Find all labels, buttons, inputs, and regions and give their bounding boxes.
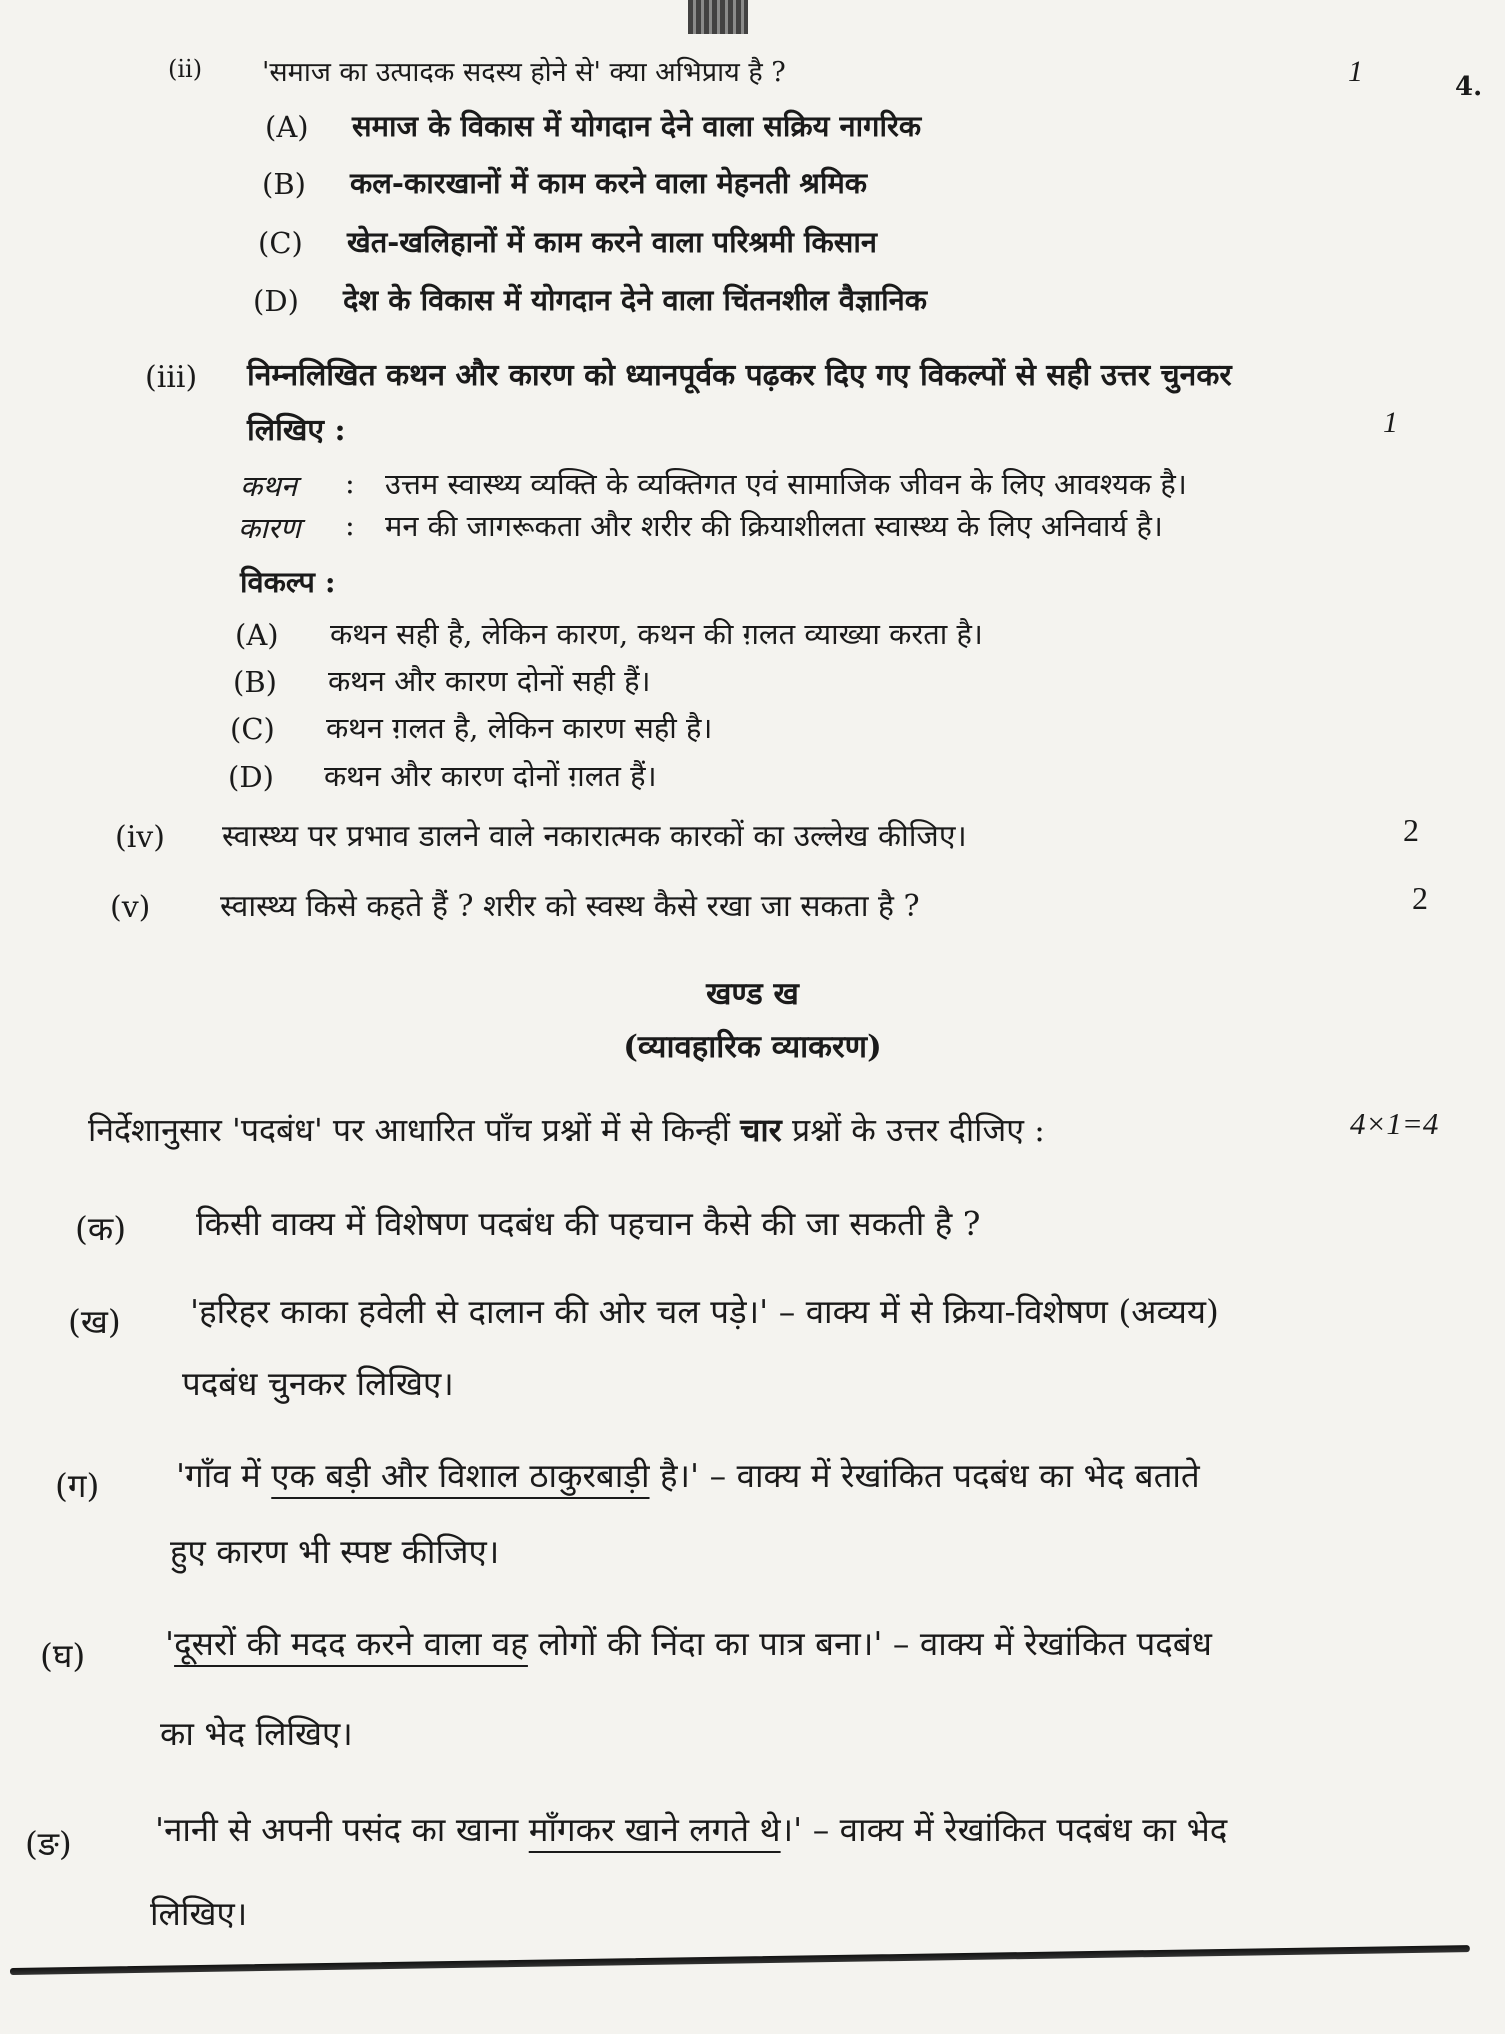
- q-iii-option-c-label: (C): [230, 712, 275, 746]
- bottom-rule-divider: [10, 1945, 1470, 1975]
- question-gha-post: लोगों की निंदा का पात्र बना।' – वाक्य में रेखांकित पदबंध: [527, 1624, 1212, 1663]
- question-gha-underlined: दूसरों की मदद करने वाला वह: [174, 1624, 528, 1663]
- question-ga-pre: 'गाँव में: [176, 1456, 272, 1495]
- reason-text: मन की जागरूकता और शरीर की क्रियाशीलता स्वास्थ्य के लिए अनिवार्य है।: [385, 509, 1163, 543]
- section-title: खण्ड ख: [706, 976, 799, 1012]
- question-gha-number: (घ): [40, 1636, 86, 1675]
- question-v-marks: 2: [1412, 880, 1428, 916]
- q-iii-option-a-label: (A): [235, 618, 279, 652]
- question-kha-line2: पदबंध चुनकर लिखिए।: [182, 1364, 454, 1403]
- question-kha-line1: 'हरिहर काका हवेली से दालान की ओर चल पड़े।' – वाक्य में से क्रिया-विशेषण (अव्यय): [190, 1292, 1219, 1331]
- q-iii-option-d-label: (D): [228, 760, 274, 794]
- question-gha-line1: [165, 1620, 1212, 1665]
- question-gha-pre: ': [165, 1624, 175, 1663]
- instruction-text-before: निर्देशानुसार 'पदबंध' पर आधारित पाँच प्रश्नों में से किन्हीं: [88, 1111, 741, 1149]
- options-heading: विकल्प :: [240, 565, 336, 599]
- q-iii-option-a-text: कथन सही है, लेकिन कारण, कथन की ग़लत व्याख्या करता है।: [330, 617, 983, 651]
- reason-label: कारण: [238, 511, 301, 545]
- question-iii-text-line2: लिखिए :: [247, 413, 346, 448]
- question-nga-underlined: माँगकर खाने लगते थे: [528, 1810, 781, 1849]
- question-ga-line2: हुए कारण भी स्पष्ट कीजिए।: [170, 1532, 500, 1571]
- question-kha-number: (ख): [68, 1302, 121, 1341]
- q-ii-option-d-label: (D): [253, 284, 299, 318]
- instruction-marks: 4×1=4: [1350, 1106, 1439, 1141]
- q-iii-option-b-text: कथन और कारण दोनों सही हैं।: [328, 664, 651, 698]
- reason-separator: :: [345, 508, 355, 542]
- question-ga-post: है।' – वाक्य में रेखांकित पदबंध का भेद बताते: [649, 1456, 1200, 1495]
- statement-text: उत्तम स्वास्थ्य व्यक्ति के व्यक्तिगत एवं सामाजिक जीवन के लिए आवश्यक है।: [385, 467, 1187, 501]
- page-number: 4.: [1455, 72, 1483, 102]
- instruction-text: [88, 1108, 1045, 1151]
- question-nga-line2: लिखिए।: [150, 1894, 248, 1933]
- question-iv-number: (iv): [115, 820, 165, 855]
- q-iii-option-c-text: कथन ग़लत है, लेकिन कारण सही है।: [326, 711, 713, 745]
- instruction-text-bold: चार: [740, 1111, 782, 1149]
- q-ii-option-b-label: (B): [262, 167, 306, 201]
- question-gha-line2: का भेद लिखिए।: [160, 1714, 353, 1753]
- q-ii-option-c-text: खेत-खलिहानों में काम करने वाला परिश्रमी किसान: [347, 225, 878, 259]
- question-iii-number: (iii): [145, 360, 198, 395]
- question-iii-text-line1: निम्नलिखित कथन और कारण को ध्यानपूर्वक पढ़कर दिए गए विकल्पों से सही उत्तर चुनकर: [247, 358, 1232, 393]
- q-iii-option-b-label: (B): [233, 665, 277, 699]
- question-ii-number: (ii): [168, 55, 203, 83]
- question-iv-text: स्वास्थ्य पर प्रभाव डालने वाले नकारात्मक कारकों का उल्लेख कीजिए।: [222, 819, 967, 854]
- statement-separator: :: [345, 466, 355, 500]
- question-iii-marks: 1: [1383, 406, 1398, 439]
- question-iv-marks: 2: [1403, 812, 1419, 848]
- q-ii-option-a-label: (A): [265, 110, 309, 144]
- instruction-text-after: प्रश्नों के उत्तर दीजिए :: [781, 1111, 1045, 1149]
- q-ii-option-c-label: (C): [258, 226, 303, 260]
- question-nga-number: (ङ): [25, 1824, 72, 1863]
- question-ga-number: (ग): [55, 1466, 100, 1505]
- section-subtitle: (व्यावहारिक व्याकरण): [623, 1029, 882, 1065]
- header-seal-mark: [688, 0, 748, 34]
- statement-label: कथन: [240, 469, 297, 503]
- q-iii-option-d-text: कथन और कारण दोनों ग़लत हैं।: [324, 759, 657, 793]
- question-nga-post: ।' – वाक्य में रेखांकित पदबंध का भेद: [780, 1810, 1228, 1849]
- question-ii-text: 'समाज का उत्पादक सदस्य होने से' क्या अभिप्राय है ?: [262, 57, 786, 88]
- q-ii-option-a-text: समाज के विकास में योगदान देने वाला सक्रिय नागरिक: [352, 109, 922, 143]
- question-v-number: (v): [110, 890, 151, 925]
- question-ii-marks: 1: [1348, 55, 1363, 88]
- question-v-text: स्वास्थ्य किसे कहते हैं ? शरीर को स्वस्थ कैसे रखा जा सकता है ?: [220, 889, 920, 924]
- q-ii-option-d-text: देश के विकास में योगदान देने वाला चिंतनशील वैज्ञानिक: [343, 283, 928, 317]
- question-ka-text: किसी वाक्य में विशेषण पदबंध की पहचान कैसे की जा सकती है ?: [196, 1204, 981, 1243]
- question-ga-underlined: एक बड़ी और विशाल ठाकुरबाड़ी: [271, 1456, 650, 1495]
- question-ga-line1: [176, 1452, 1200, 1497]
- q-ii-option-b-text: कल-कारखानों में काम करने वाला मेहनती श्रमिक: [350, 166, 868, 200]
- question-nga-pre: 'नानी से अपनी पसंद का खाना: [155, 1810, 529, 1849]
- question-ka-number: (क): [75, 1209, 127, 1248]
- question-nga-line1: [155, 1806, 1227, 1851]
